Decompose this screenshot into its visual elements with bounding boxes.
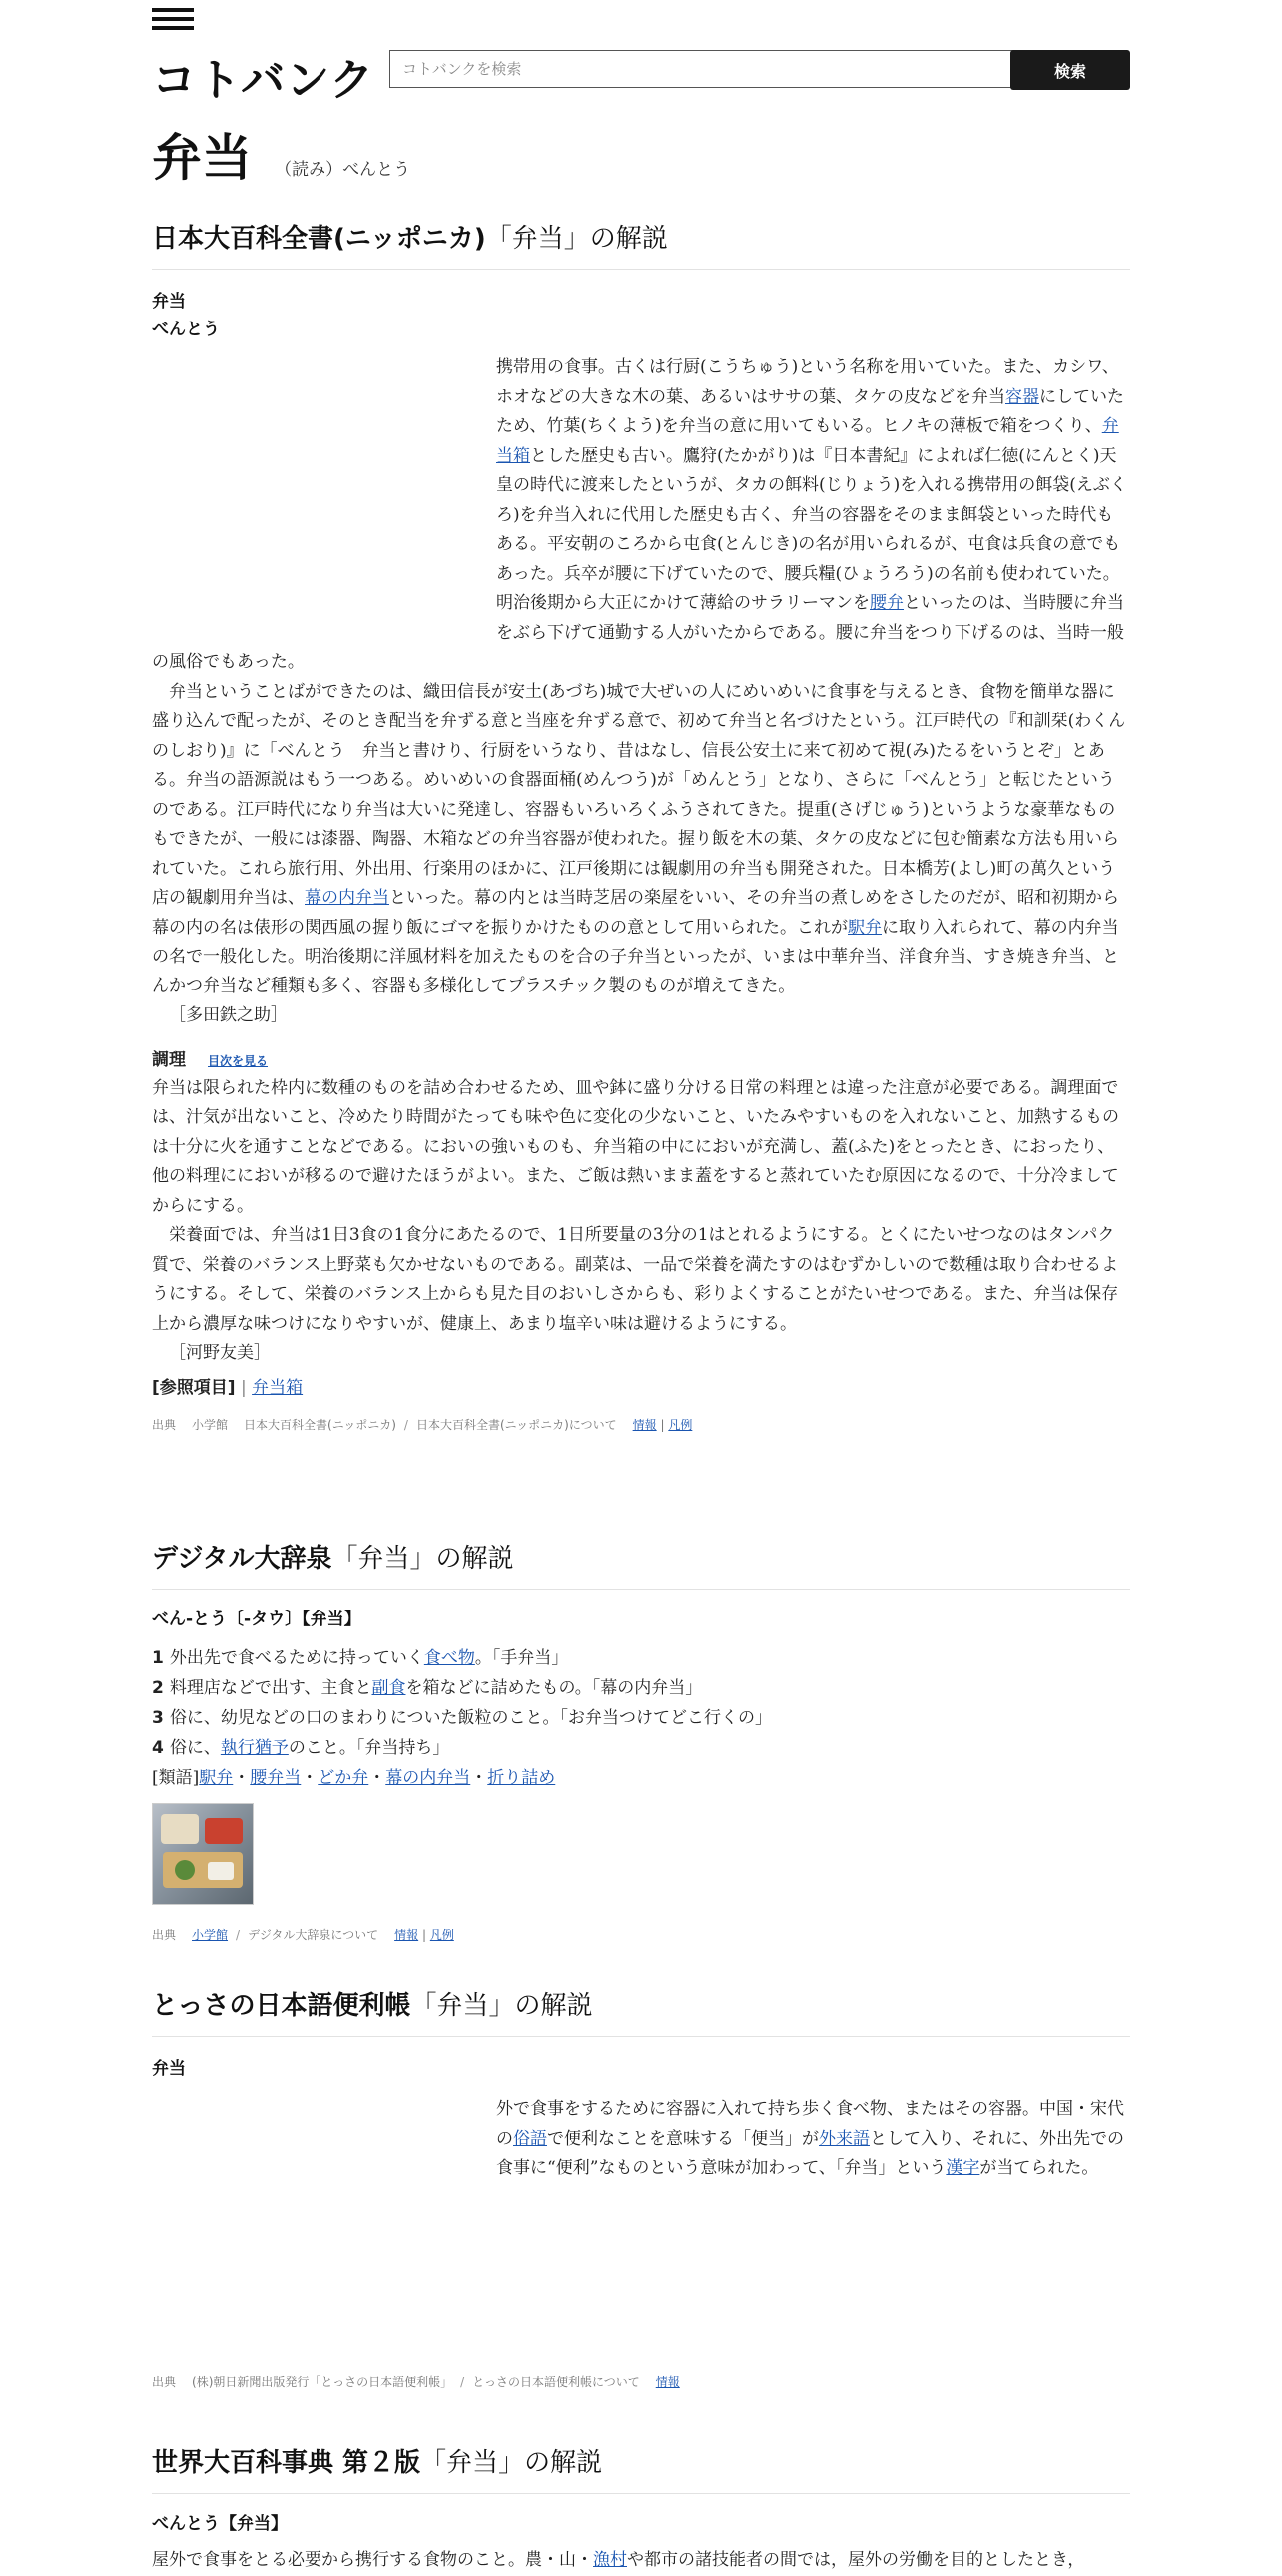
source-info-link[interactable]: 情報 bbox=[394, 1928, 419, 1942]
definition-item bbox=[152, 1733, 1130, 1763]
paragraph-2 bbox=[152, 678, 1130, 1002]
subsection-title-text: 調理 bbox=[152, 1049, 186, 1070]
source-sep: | bbox=[656, 1417, 669, 1432]
page-title: 弁当 bbox=[152, 129, 252, 187]
source-name: 日本大百科全書(ニッポニカ) bbox=[244, 1417, 396, 1432]
text-span: のこと。「弁当持ち」 bbox=[288, 1738, 450, 1758]
link-makunouchi[interactable]: 幕の内弁当 bbox=[305, 888, 389, 908]
definition-number: 1 bbox=[152, 1648, 164, 1668]
link-kanji[interactable]: 漢字 bbox=[946, 2158, 980, 2178]
entry-word: 弁当 bbox=[152, 2059, 186, 2079]
section-daijisen bbox=[152, 1538, 1130, 1945]
section-tossa bbox=[152, 1985, 1130, 2392]
ruigo-line bbox=[152, 1763, 1130, 1793]
text-span: にしていたため、竹葉(ちくよう)を弁当の意に用いてもいる。ヒノキの薄板で箱をつくり、 bbox=[496, 386, 1124, 436]
source-info-link[interactable]: 情報 bbox=[632, 1417, 657, 1432]
ruigo-sep: ・ bbox=[470, 1768, 488, 1788]
text-span: で便利なことを意味する「便当」が bbox=[547, 2128, 819, 2149]
text-span: 外で食事をするために容器に入れて持ち歩く食べ物、またはその容器。中国・宋代の bbox=[496, 2099, 1124, 2149]
reference-link-bentobako[interactable]: 弁当箱 bbox=[252, 1377, 304, 1398]
text-span: として入り、それに、外出先での食事に“便利”なものという意味が加わって、「弁当」という bbox=[496, 2128, 1124, 2178]
reading: べんとう bbox=[342, 160, 411, 180]
source-publisher-link[interactable]: 小学館 bbox=[192, 1928, 229, 1942]
paragraph bbox=[152, 2546, 1130, 2576]
section-title-dict: デジタル大辞泉 bbox=[152, 1544, 332, 1574]
source-guide-link[interactable]: 凡例 bbox=[668, 1417, 693, 1432]
reading-label: （読み） bbox=[275, 160, 343, 180]
definition-number: 4 bbox=[152, 1738, 164, 1758]
entry-body bbox=[152, 2546, 1130, 2576]
definition-item bbox=[152, 1673, 1130, 1703]
ruigo-link[interactable]: 腰弁当 bbox=[250, 1768, 302, 1788]
section-title-suffix: 「弁当」の解説 bbox=[410, 1991, 593, 2021]
definition-list bbox=[152, 1643, 1130, 1763]
source-publisher: 小学館 bbox=[192, 1417, 229, 1432]
definition-number: 3 bbox=[152, 1708, 164, 1728]
ruigo-sep: ・ bbox=[301, 1768, 319, 1788]
search-button[interactable]: 検索 bbox=[1010, 50, 1130, 90]
section-title-dict: 世界大百科事典 第２版 bbox=[152, 2448, 421, 2478]
link-zokugo[interactable]: 俗語 bbox=[513, 2128, 547, 2149]
reference-label: [参照項目] bbox=[152, 1377, 236, 1398]
definition-number: 2 bbox=[152, 1678, 164, 1698]
source-line: 出典 (株)朝日新聞出版発行「とっさの日本語便利帳」 / とっさの日本語便利帳について 情報 bbox=[152, 2375, 680, 2389]
source-publisher: (株)朝日新聞出版発行「とっさの日本語便利帳」 bbox=[192, 2375, 453, 2389]
link-ekiben[interactable]: 駅弁 bbox=[848, 917, 882, 938]
link-youki[interactable]: 容器 bbox=[1005, 386, 1039, 407]
definition-item bbox=[152, 1703, 1130, 1733]
text-span: を箱などに詰めたもの。「幕の内弁当」 bbox=[405, 1678, 703, 1698]
site-logo[interactable]: コトバンク bbox=[152, 55, 375, 106]
source-guide-link[interactable]: 凡例 bbox=[429, 1928, 454, 1942]
section-title-dict: 日本大百科全書(ニッポニカ) bbox=[152, 224, 486, 254]
section-title bbox=[152, 1985, 1130, 2037]
ruigo-label: [類語] bbox=[152, 1768, 200, 1788]
ruigo-link[interactable]: どか弁 bbox=[318, 1768, 369, 1788]
link-bentobako[interactable]: 弁当箱 bbox=[496, 416, 1119, 466]
ruigo-link[interactable]: 折り詰め bbox=[487, 1768, 556, 1788]
text-span: 携帯用の食事。古くは行厨(こうちゅう)という名称を用いていた。また、カシワ、ホオなどの大きな木の葉、あるいはササの葉、タケの皮などを弁当 bbox=[496, 357, 1119, 407]
ruigo-sep: ・ bbox=[233, 1768, 251, 1788]
link-shikkouyuuyo[interactable]: 執行猶予 bbox=[220, 1738, 289, 1758]
author-2: ［河野友美］ bbox=[169, 1343, 271, 1363]
text-span: が当てられた。 bbox=[979, 2158, 1099, 2178]
entry-body bbox=[152, 353, 1130, 1031]
section-title-suffix: 「弁当」の解説 bbox=[485, 224, 668, 254]
source-sep: | bbox=[418, 1928, 430, 1942]
section-title-suffix: 「弁当」の解説 bbox=[420, 2448, 603, 2478]
headword-row bbox=[152, 118, 410, 190]
source-label: 出典 bbox=[152, 1928, 177, 1942]
image-placeholder bbox=[152, 353, 496, 643]
link-koshiben[interactable]: 腰弁 bbox=[870, 593, 904, 613]
hamburger-menu-icon[interactable] bbox=[152, 8, 194, 34]
definition-item bbox=[152, 1643, 1130, 1673]
ruigo-sep: ・ bbox=[368, 1768, 386, 1788]
link-gairaigo[interactable]: 外来語 bbox=[819, 2128, 870, 2149]
ruigo-link[interactable]: 駅弁 bbox=[199, 1768, 234, 1788]
text-span: 弁当ということばができたのは、織田信長が安土(あづち)城で大ぜいの人にめいめいに食事を与えるとき、食物を簡単な器に盛り込んで配ったが、そのとき配当を弁ずる意と当座を弁ずる意で、初めて弁当と名づけたという。江戸時代の『和訓栞(わくんのしおり)』に「べんとう 弁当と書けり、行厨をいうなり、昔はなし、信長公安土に来て初めて視(み)たるをいうとぞ」とある。弁当の語源説はもう一つある。めいめいの食器面桶(めんつう)が「めんとう」となり、さらに「べんとう」と転じたというのである。江戸時代になり弁当は大いに発達し、容器もいろいろくふうされてきた。提重(さげじゅう)というような豪華なものもできたが、一般には漆器、陶器、木箱などの弁当容器が使われた。握り飯を木の葉、タケの皮などに包む簡素な方法も用いられていた。これら旅行用、外出用、行楽用のほかに、江戸後期には観劇用の弁当も開発された。日本橋芳(よし)町の萬久という店の観劇用弁当は、 bbox=[152, 681, 1126, 908]
image-placeholder bbox=[152, 2095, 496, 2354]
text-span: や都市の諸技能者の間では，屋外の労働を目的としたとき， bbox=[627, 2550, 1085, 2570]
source-line: 出典 小学館 / デジタル大辞泉について 情報 | 凡例 bbox=[152, 1928, 454, 1942]
bento-thumbnail-image[interactable] bbox=[152, 1803, 254, 1905]
source-label: 出典 bbox=[152, 2375, 177, 2389]
link-fukushoku[interactable]: 副食 bbox=[371, 1678, 406, 1698]
source-about: デジタル大辞泉について bbox=[248, 1928, 379, 1942]
text-span: 外出先で食べるために持っていく bbox=[169, 1648, 424, 1668]
section-title-dict: とっさの日本語便利帳 bbox=[152, 1991, 411, 2021]
section-sekai bbox=[152, 2442, 1130, 2576]
text-span: 俗に、 bbox=[169, 1738, 221, 1758]
link-tabemono[interactable]: 食べ物 bbox=[423, 1648, 475, 1668]
section-title bbox=[152, 2442, 1130, 2494]
text-span: 。「手弁当」 bbox=[474, 1648, 569, 1668]
search-input[interactable] bbox=[389, 50, 1070, 88]
paragraph-3: 弁当は限られた枠内に数種のものを詰め合わせるため、皿や鉢に盛り分ける日常の料理とは違った注意が必要である。調理面では、汁気が出ないこと、冷めたり時間がたっても味や色に変化の少ないこと、いたみやすいものを入れないこと、加熱するものは十分に火を通すことなどである。においの強いものも、弁当箱の中ににおいが充満し、蓋(ふた)をとったとき、におったり、他の料理ににおいが移るので避けたほうがよい。また、ご飯は熱いまま蓋をすると蒸れていたむ原因になるので、十分冷ましてからにする。 bbox=[152, 1077, 1119, 1216]
text-span: といったのは、当時腰に弁当をぶら下げて通勤する人がいたからである。腰に弁当をつり下げるのは、当時一般の風俗でもあった。 bbox=[152, 593, 1124, 672]
subsection-title bbox=[152, 1045, 1130, 1070]
entry-headline: べん‐とう〔‐タウ〕【弁当】 bbox=[152, 1610, 361, 1629]
paragraph-4: 栄養面では、弁当は1日3食の1食分にあたるので、1日所要量の3分の1はとれるようにする。とくにたいせつなのはタンパク質で、栄養のバランス上野菜も欠かせないものである。副菜は、一品で栄養を満たすのはむずかしいので数種は取り合わせるようにする。そして、栄養のバランス上からも見た目のおいしさからも、彩りよくすることがたいせつである。また、弁当は保存上から濃厚な味つけになりやすいが、健康上、あまり塩辛い味は避けるようにする。 bbox=[152, 1225, 1119, 1334]
section-title bbox=[152, 218, 1130, 270]
source-info-link[interactable]: 情報 bbox=[655, 2375, 680, 2389]
entry-word: 弁当 bbox=[152, 292, 186, 312]
reference-sep: | bbox=[235, 1377, 253, 1398]
source-line: 出典 小学館 日本大百科全書(ニッポニカ) / 日本大百科全書(ニッポニカ)について 情報 | 凡例 bbox=[152, 1417, 693, 1432]
reference-items bbox=[152, 1373, 1130, 1403]
section-nipponica bbox=[152, 218, 1130, 1435]
link-gyoson[interactable]: 漁村 bbox=[593, 2550, 627, 2570]
source-about: 日本大百科全書(ニッポニカ)について bbox=[415, 1417, 617, 1432]
text-span: 屋外で食事をとる必要から携行する食物のこと。農・山・ bbox=[152, 2550, 593, 2570]
source-about: とっさの日本語便利帳について bbox=[472, 2375, 640, 2389]
entry-headline: べんとう【弁当】 bbox=[152, 2514, 288, 2534]
text-span: に取り入れられて、幕の内弁当の名で一般化した。明治後期に洋風材料を加えたものを合の子弁当といったが、いまは中華弁当、洋食弁当、すき焼き弁当、とんかつ弁当など種類も多く、容器も多様化してプラスチック製のものが増えてきた。 bbox=[152, 917, 1119, 996]
text-span: といった。幕の内とは当時芝居の楽屋をいい、その弁当の煮しめをさしたのだが、昭和初期から幕の内の名は俵形の関西風の握り飯にゴマを振りかけたものの意として用いられた。これが bbox=[152, 888, 1119, 938]
subsection-body bbox=[152, 1074, 1130, 1369]
section-title bbox=[152, 1538, 1130, 1590]
text-span: とした歴史も古い。鷹狩(たかがり)は『日本書紀』によれば仁徳(にんとく)天皇の時代に渡来したというが、タカの餌料(じりょう)を入れる携帯用の餌袋(えぶくろ)を弁当入れに代用した歴史も古く、弁当の容器をそのまま餌袋といった時代もある。平安朝のころから屯食(とんじき)の名が用いられるが、屯食は兵食の意でもあった。兵卒が腰に下げていたので、腰兵糧(ひょうろう)の名前も使われていた。明治後期から大正にかけて薄給のサラリーマンを bbox=[496, 445, 1127, 613]
entry-reading: べんとう bbox=[152, 320, 220, 339]
text-span: 俗に、幼児などの口のまわりについた飯粒のこと。「お弁当つけてどこ行くの」 bbox=[169, 1708, 773, 1728]
entry-body bbox=[152, 2095, 1130, 2364]
ruigo-link[interactable]: 幕の内弁当 bbox=[385, 1768, 471, 1788]
source-label: 出典 bbox=[152, 1417, 177, 1432]
text-span: 料理店などで出す、主食と bbox=[169, 1678, 372, 1698]
author-1: ［多田鉄之助］ bbox=[169, 1005, 288, 1025]
section-title-suffix: 「弁当」の解説 bbox=[331, 1544, 514, 1574]
toc-link[interactable]: 目次を見る bbox=[208, 1053, 269, 1068]
